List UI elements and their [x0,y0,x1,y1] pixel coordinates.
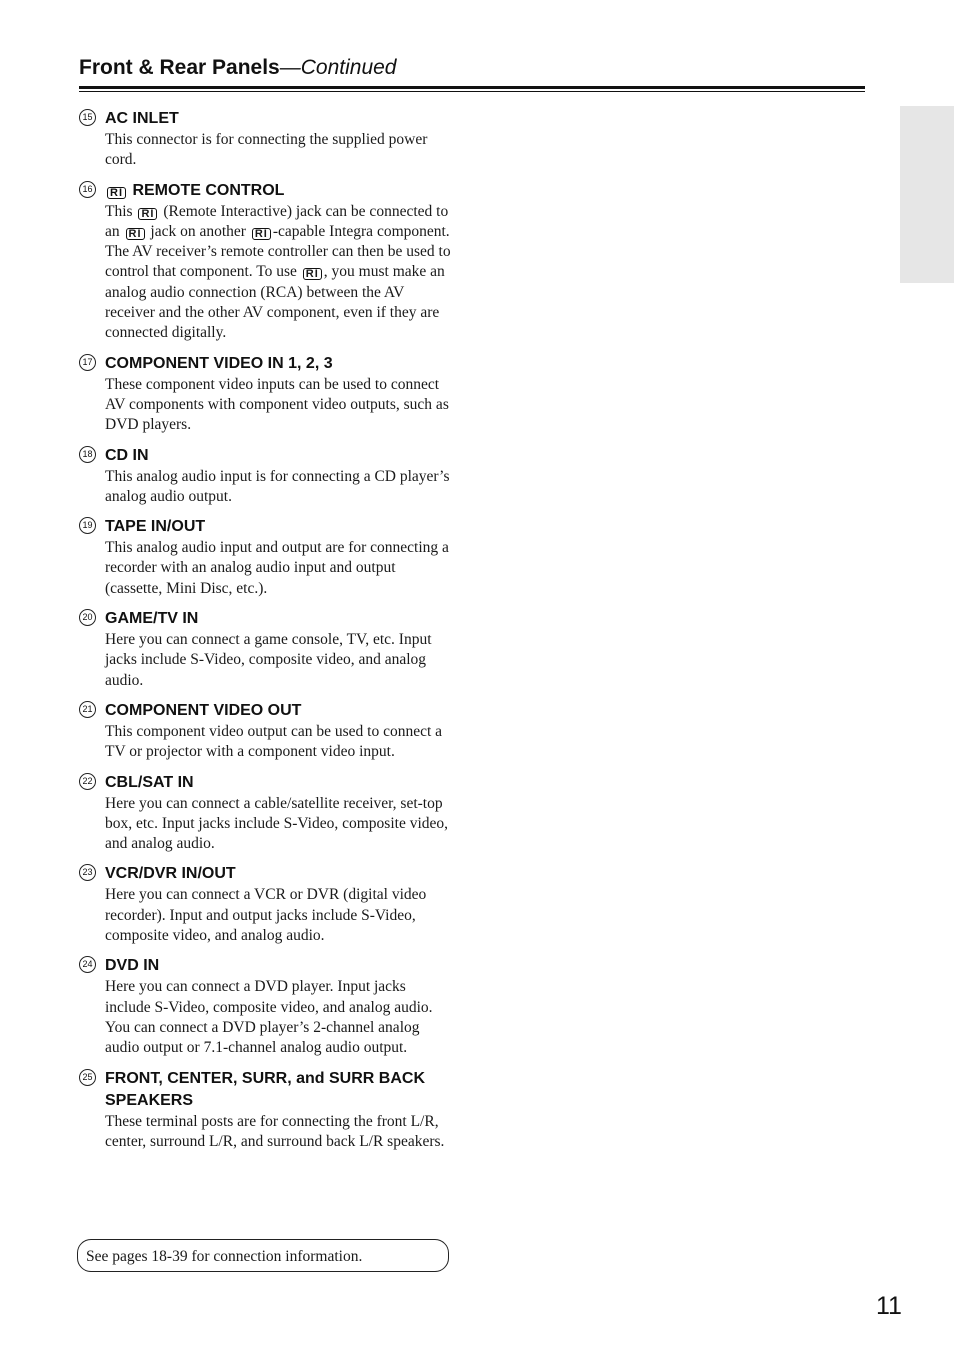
item-title: CBL/SAT IN [105,773,194,791]
item-description: Here you can connect a game console, TV, etc. Input jacks include S-Video, composite video, and analog audio. [105,631,432,689]
item-description: This component video output can be used to connect a TV or projector with a component video input. [105,722,443,761]
ri-logo-icon: RI [303,268,322,280]
list-item-component-video-out [79,700,451,763]
item-description: This connector is for connecting the supplied power cord. [105,131,428,169]
item-title: FRONT, CENTER, SURR, and SURR BACK SPEAKERS [105,1069,426,1109]
list-item-tape-in-out [79,516,451,599]
item-list [79,108,451,1161]
item-number: 19 [79,517,96,534]
list-item-ac-inlet [79,108,451,171]
item-title: GAME/TV IN [105,610,199,628]
item-title: VCR/DVR IN/OUT [105,865,236,883]
item-number: 18 [79,446,96,463]
header-rule-thick [79,86,865,89]
ri-logo-icon: RI [252,228,271,240]
item-description: Here you can connect a DVD player. Input jacks include S-Video, composite video, and analog audio. You can connect a DVD player’s 2-channel analog audio output or 7.1-channel analog audio output. [105,978,433,1057]
list-item-vcr-dvr-in-out [79,863,451,946]
item-title: DVD IN [105,957,160,975]
item-title: COMPONENT VIDEO OUT [105,701,302,719]
page-title [79,56,396,80]
ri-logo-icon: RI [107,187,126,199]
item-description: This analog audio input is for connecting a CD player’s analog audio output. [105,467,450,505]
list-item-cd-in [79,445,451,508]
section-tab [900,106,954,283]
item-number: 15 [79,109,96,126]
item-title: CD IN [105,446,149,464]
list-item-cbl-sat-in [79,772,451,855]
page-number: 11 [876,1292,902,1320]
item-number: 24 [79,956,96,973]
item-number: 23 [79,864,96,881]
note-box: See pages 18-39 for connection information. [77,1239,449,1272]
section-title: Front & Rear Panels [79,56,280,79]
list-item-dvd-in [79,955,451,1058]
item-number: 22 [79,773,96,790]
item-title: AC INLET [105,110,179,127]
item-title: RI REMOTE CONTROL [105,180,451,202]
list-item-speakers [79,1068,451,1153]
ri-logo-icon: RI [126,228,145,240]
item-number: 16 [79,181,96,198]
item-description: This analog audio input and output are for connecting a recorder with an analog audio input and output (cassette, Mini Disc, etc.). [105,539,449,597]
list-item-component-video-in [79,353,451,436]
continued-label: —Continued [279,56,397,79]
item-description: Here you can connect a cable/satellite receiver, set-top box, etc. Input jacks include S-Video, composite video, and analog audio. [105,794,449,853]
item-title: COMPONENT VIDEO IN 1, 2, 3 [105,354,333,372]
item-description: This RI (Remote Interactive) jack can be connected to an RI jack on another RI -capable Integra component. The AV receiver’s remote controller can then be used to control that component. To use RI , you must make an analog audio connection (RCA) between the AV receiver and the other AV component, even if they are connected digitally. [105,202,451,342]
item-number: 21 [79,701,96,718]
item-number: 17 [79,354,96,371]
item-description: Here you can connect a VCR or DVR (digital video recorder). Input and output jacks include S-Video, composite video, and analog audio. [105,886,427,945]
item-number: 20 [79,609,96,626]
header-rule-thin [79,91,865,92]
ri-logo-icon: RI [138,208,157,220]
list-item-remote-control [79,180,451,344]
item-title: TAPE IN/OUT [105,518,206,536]
list-item-game-tv-in [79,608,451,691]
item-description: These component video inputs can be used to connect AV components with component video outputs, such as DVD players. [105,375,449,434]
item-description: These terminal posts are for connecting the front L/R, center, surround L/R, and surround back L/R speakers. [105,1112,445,1150]
item-number: 25 [79,1069,96,1086]
